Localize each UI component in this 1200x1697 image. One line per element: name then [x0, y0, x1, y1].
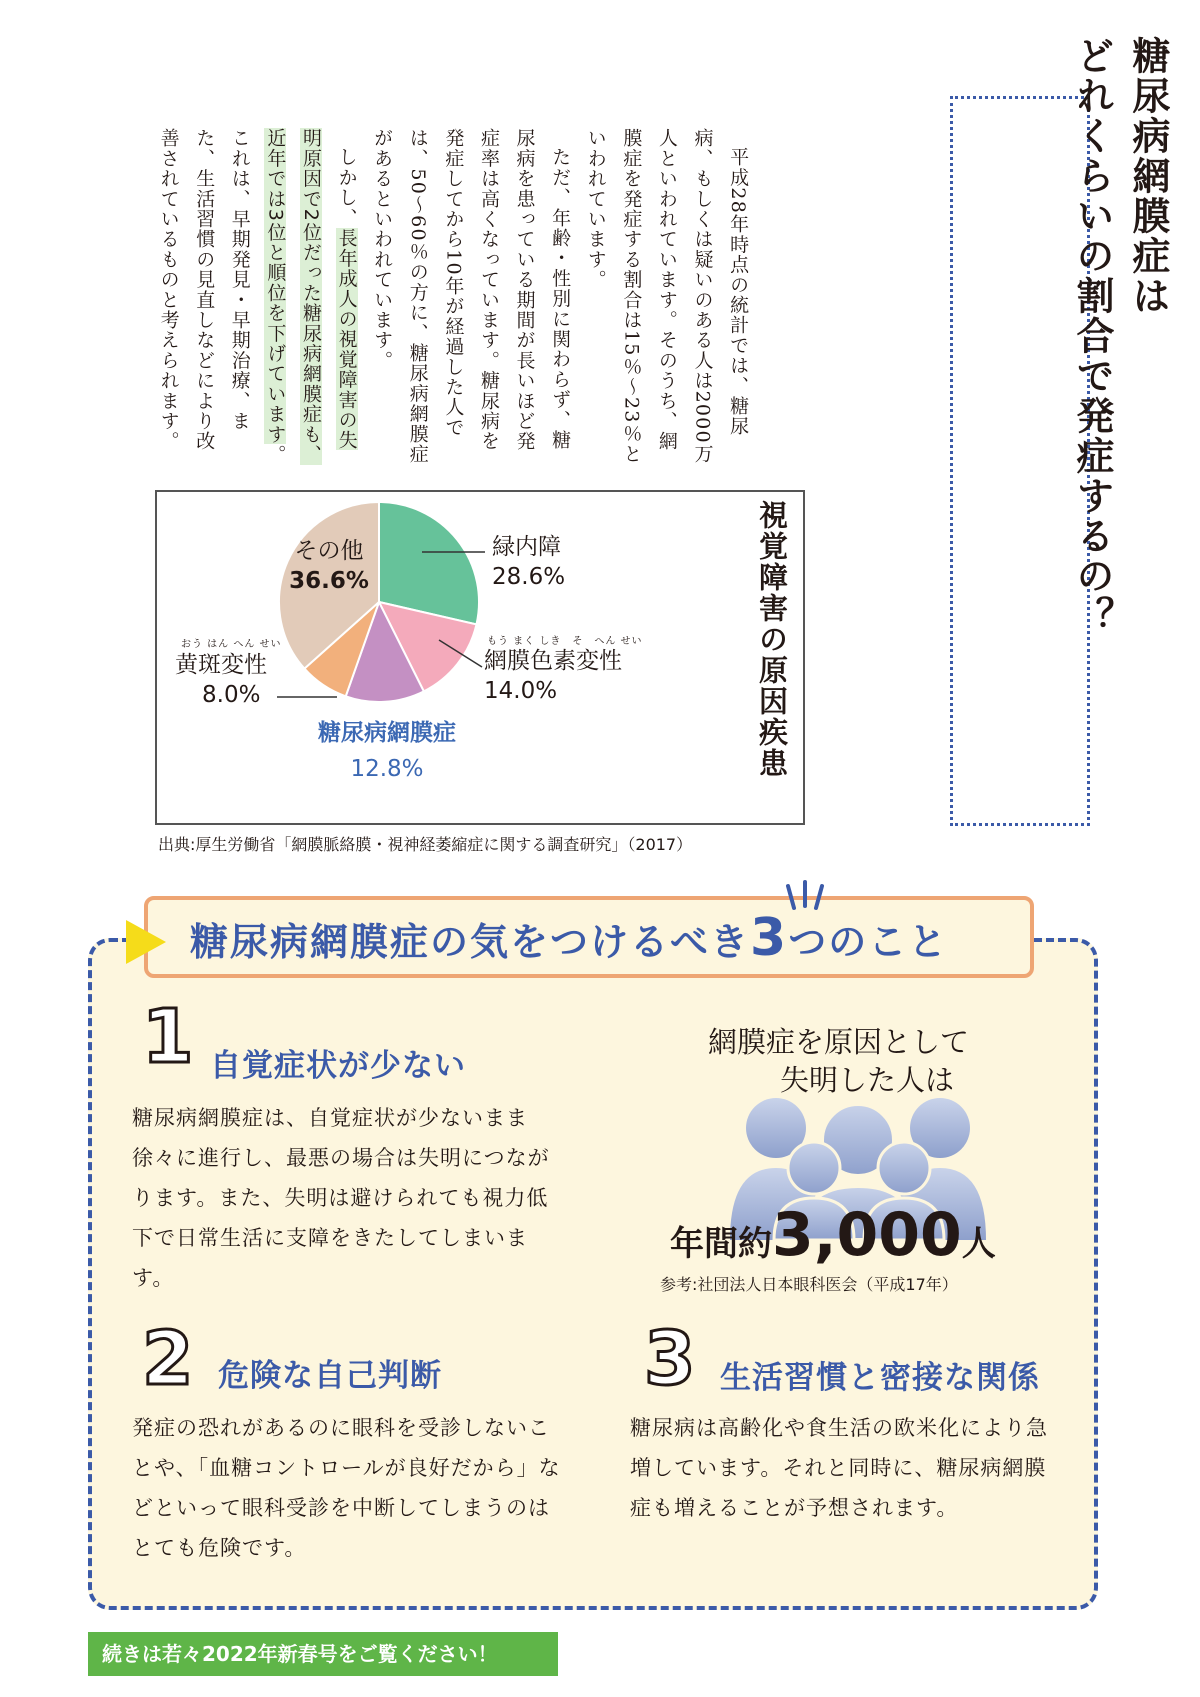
slice-ruby-1: もう まく しき そ へん せい [487, 636, 643, 647]
slice-ruby-3: おう はん へん せい [181, 639, 282, 650]
item-1-number: 1 [142, 994, 194, 1080]
item-1-body: 糖尿病網膜症は、自覚症状が少ないまま徐々に進行し、最悪の場合は失明につながります。また、失明は避けられても視力低下で日常生活に支障をきたしてしまいます。 [132, 1106, 550, 1290]
slice-value-0: 28.6% [492, 564, 566, 590]
stat-number: 3,000 [772, 1200, 962, 1270]
article-p3-pre: しかし、 [335, 147, 358, 228]
slice-value-2: 12.8% [350, 756, 424, 782]
pie-chart [157, 492, 807, 827]
stat-suffix: 人 [961, 1224, 996, 1264]
stat-reference: 参考:社団法人日本眼科医会（平成17年） [660, 1275, 958, 1294]
slice-value-1: 14.0% [484, 678, 558, 704]
title-line2: どれくらいの割合で発症するの？ [1070, 36, 1114, 636]
item-1-heading: 自覚症状が少ない [210, 1048, 466, 1084]
slice-value-4: 36.6% [289, 568, 369, 594]
slice-value-3: 8.0% [202, 682, 261, 708]
slice-label-3: 黄斑変性 [175, 652, 267, 678]
article-paragraph-3 [150, 128, 364, 468]
stat-caption-line1: 網膜症を原因として [708, 1025, 970, 1059]
article-paragraph-2: ただ、年齢・性別に関わらず、糖尿病を患っている期間が長いほど発症率は高くなっています。糖尿病を発症してから10年が経過した人では、50～60％の方に、糖尿病網膜症があるといわれています。 [371, 128, 572, 464]
chart-title: 視覚障害の原因疾患 [755, 500, 789, 779]
item-2-number: 2 [142, 1316, 194, 1402]
item-2-body: 発症の恐れがあるのに眼科を受診しないことや、「血糖コントロールが良好だから」などといって眼科受診を中断してしまうのはとても危険です。 [132, 1416, 561, 1560]
article-highlight: 長年成人の視覚障害の失明原因で2位だった糖尿病網膜症も、近年では3位と順位を下げています [264, 128, 358, 465]
item-3-heading: 生活習慣と密接な関係 [720, 1360, 1040, 1396]
banner-title-number: 3 [750, 908, 789, 968]
slice-label-1: 網膜色素変性 [484, 648, 622, 674]
article-paragraph-1: 平成28年時点の統計では、糖尿病、もしくは疑いのある人は2000万人といわれています。そのうち、網膜症を発症する割合は15％～23％といわれています。 [584, 128, 750, 464]
article-p3-post: 。これは、早期発見・早期治療、また、生活習慣の見直しなどにより改善されているものと考えられます。 [157, 128, 287, 465]
banner-title [190, 908, 948, 968]
play-arrow-icon [126, 920, 166, 964]
page-title [1064, 36, 1176, 636]
stat-caption-line2: 失明した人は [780, 1063, 955, 1097]
slice-label-2: 糖尿病網膜症 [318, 720, 456, 746]
slice-label-4: その他 [294, 538, 364, 564]
slice-label-0: 緑内障 [492, 534, 561, 560]
stat-count [670, 1200, 996, 1270]
chart-source: 出典:厚生労働省「網膜脈絡膜・視神経萎縮症に関する調査研究」（2017） [158, 835, 693, 854]
banner-title-post: つのこと [788, 920, 949, 964]
item-2-heading: 危険な自己判断 [218, 1358, 442, 1394]
title-line1: 糖尿病網膜症は [1126, 36, 1170, 316]
article-body [150, 128, 755, 468]
stat-prefix: 年間約 [670, 1224, 772, 1264]
continued-note: 続きは若々2022年新春号をご覧ください！ [88, 1632, 558, 1676]
item-3-number: 3 [644, 1316, 696, 1402]
item-3-body: 糖尿病は高齢化や食生活の欧米化により急増しています。それと同時に、糖尿病網膜症も増えることが予想されます。 [630, 1416, 1048, 1520]
chart-frame [155, 490, 805, 825]
banner-title-pre: 糖尿病網膜症の気をつけるべき [190, 920, 751, 964]
